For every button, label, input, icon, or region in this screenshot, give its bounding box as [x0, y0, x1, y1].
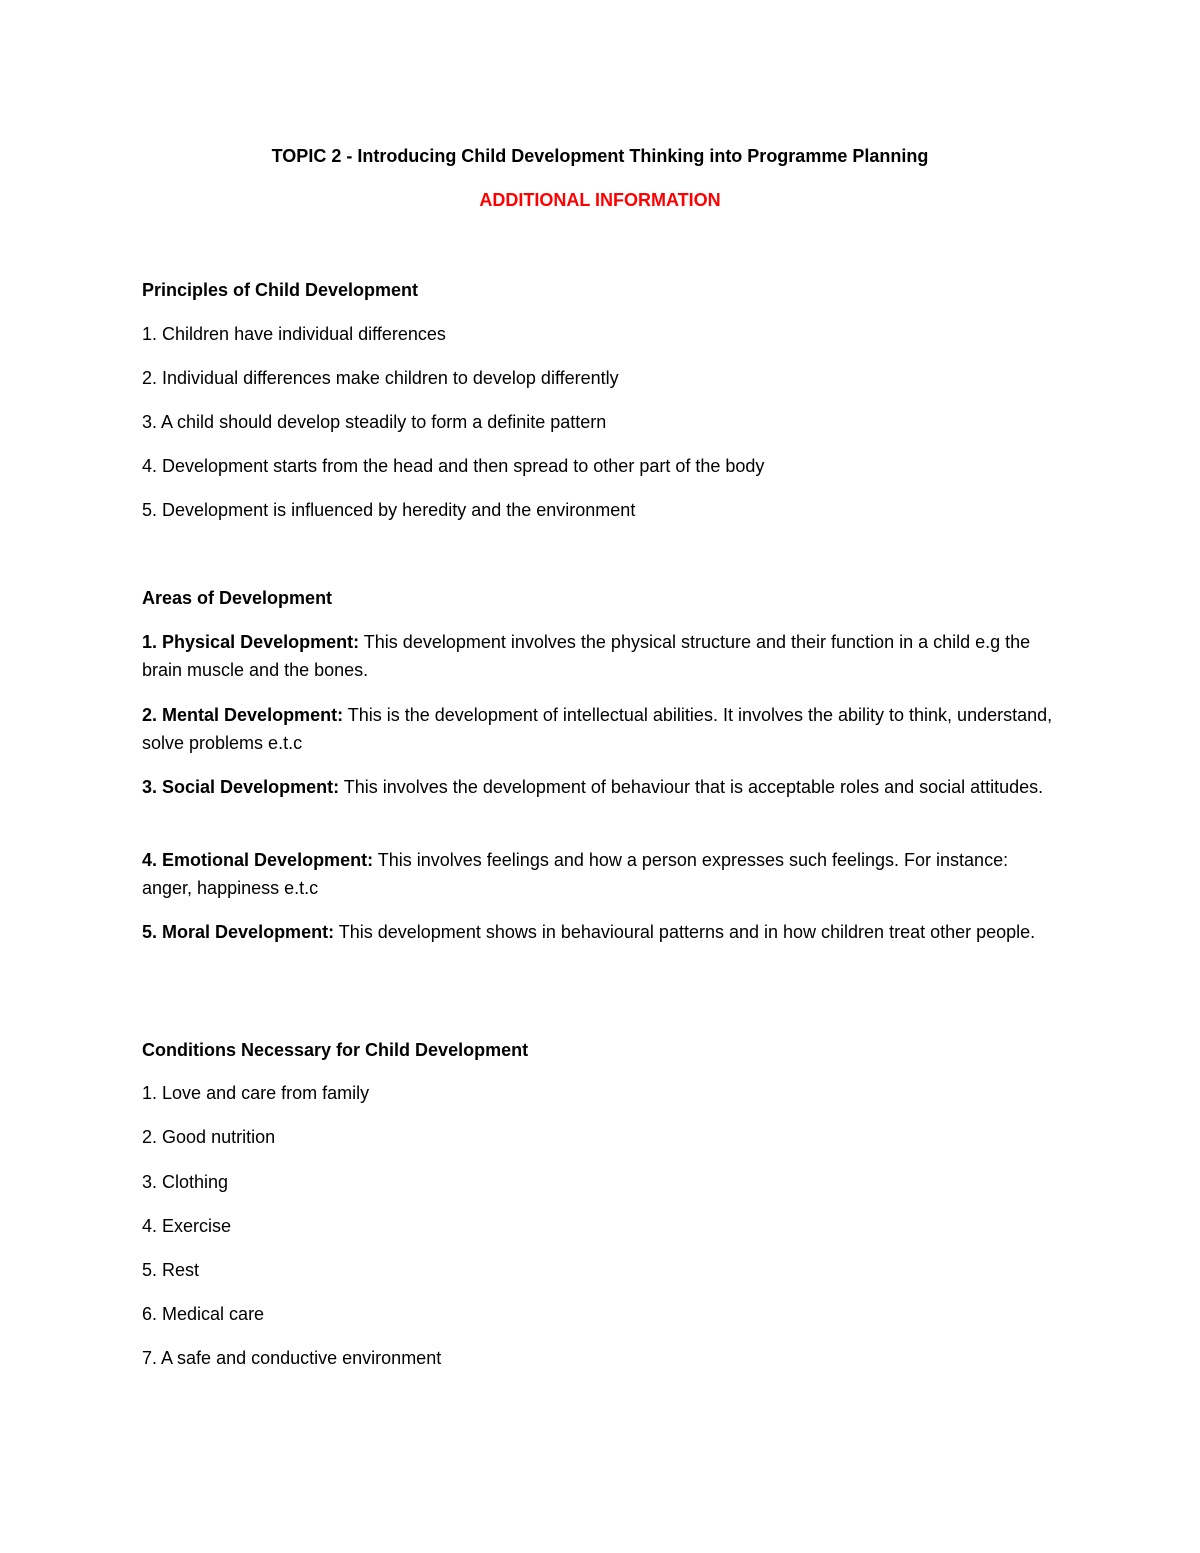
item-text: Clothing: [162, 1172, 229, 1192]
document-title: TOPIC 2 - Introducing Child Development Thinking into Programme Planning: [271, 146, 929, 166]
list-item: [142, 1168, 1062, 1196]
item-text: This involves the development of behaviour that is acceptable roles and social attitudes.: [343, 777, 1044, 797]
item-number: 3: [142, 1172, 153, 1192]
list-item: [142, 320, 1062, 348]
item-number-dot: .: [152, 777, 163, 797]
list-item: [142, 408, 1062, 436]
item-term: Mental Development:: [162, 705, 344, 725]
item-number: 2: [142, 705, 153, 725]
item-text: A safe and conductive environment: [161, 1348, 442, 1368]
item-text: This development involves the physical structure and their function in a child e.g the brain muscle and the bones.: [142, 632, 1031, 680]
item-text: Development starts from the head and then spread to other part of the body: [162, 456, 765, 476]
list-item: [142, 1123, 1062, 1151]
list-item: [142, 701, 1062, 757]
item-number: 2: [142, 368, 153, 388]
document-subtitle: ADDITIONAL INFORMATION: [479, 190, 721, 210]
list-item: [142, 918, 1062, 946]
item-number-dot: .: [152, 368, 163, 388]
item-number: 1: [142, 632, 153, 652]
list-item: [142, 364, 1062, 392]
list-item: [142, 1300, 1062, 1328]
item-text: Development is influenced by heredity and the environment: [162, 500, 636, 520]
item-number: 4: [142, 456, 153, 476]
item-number: 2: [142, 1127, 153, 1147]
list-item: [142, 1079, 1062, 1107]
item-number-dot: .: [152, 1216, 163, 1236]
list-item: [142, 846, 1062, 902]
item-number: 5: [142, 500, 153, 520]
item-number-dot: .: [152, 1348, 162, 1368]
item-number: 1: [142, 324, 153, 344]
item-number: 5: [142, 1260, 153, 1280]
item-text: Rest: [162, 1260, 200, 1280]
list-item: [142, 773, 1062, 801]
item-number-dot: .: [152, 1083, 163, 1103]
item-number-dot: .: [152, 850, 163, 870]
item-text: Love and care from family: [162, 1083, 370, 1103]
item-text: Children have individual differences: [162, 324, 446, 344]
list-item: [142, 628, 1062, 684]
item-number-dot: .: [152, 1127, 163, 1147]
item-text: This involves feelings and how a person expresses such feelings. For instance: anger, happiness e.t.c: [142, 850, 1009, 898]
item-text: A child should develop steadily to form a definite pattern: [161, 412, 607, 432]
list-item: [142, 496, 1062, 524]
list-item: [142, 452, 1062, 480]
item-number: 3: [142, 777, 153, 797]
principles-heading: Principles of Child Development: [142, 280, 419, 300]
item-text: Exercise: [162, 1216, 232, 1236]
item-term: Physical Development:: [162, 632, 360, 652]
item-number-dot: .: [152, 632, 163, 652]
item-number-dot: .: [152, 705, 163, 725]
item-term: Emotional Development:: [162, 850, 374, 870]
item-text: This is the development of intellectual abilities. It involves the ability to think, understand, solve problems e.t.c: [142, 705, 1053, 753]
item-number-dot: .: [152, 412, 162, 432]
areas-heading: Areas of Development: [142, 588, 333, 608]
item-number: 6: [142, 1304, 153, 1324]
item-number-dot: .: [152, 922, 163, 942]
item-text: Medical care: [162, 1304, 265, 1324]
item-term: Social Development:: [162, 777, 340, 797]
item-number-dot: .: [152, 324, 163, 344]
item-number-dot: .: [152, 500, 163, 520]
conditions-heading: Conditions Necessary for Child Development: [142, 1040, 529, 1060]
item-number-dot: .: [152, 1304, 163, 1324]
item-number-dot: .: [152, 1172, 163, 1192]
item-number: 7: [142, 1348, 153, 1368]
list-item: [142, 1212, 1062, 1240]
item-number: 1: [142, 1083, 153, 1103]
item-number-dot: .: [152, 1260, 163, 1280]
item-term: Moral Development:: [162, 922, 335, 942]
item-text: This development shows in behavioural patterns and in how children treat other people.: [338, 922, 1036, 942]
item-number: 4: [142, 850, 153, 870]
item-number-dot: .: [152, 456, 163, 476]
list-item: [142, 1256, 1062, 1284]
item-text: Good nutrition: [162, 1127, 276, 1147]
item-number: 4: [142, 1216, 153, 1236]
item-number: 5: [142, 922, 153, 942]
list-item: [142, 1344, 1062, 1372]
item-text: Individual differences make children to develop differently: [162, 368, 619, 388]
item-number: 3: [142, 412, 153, 432]
